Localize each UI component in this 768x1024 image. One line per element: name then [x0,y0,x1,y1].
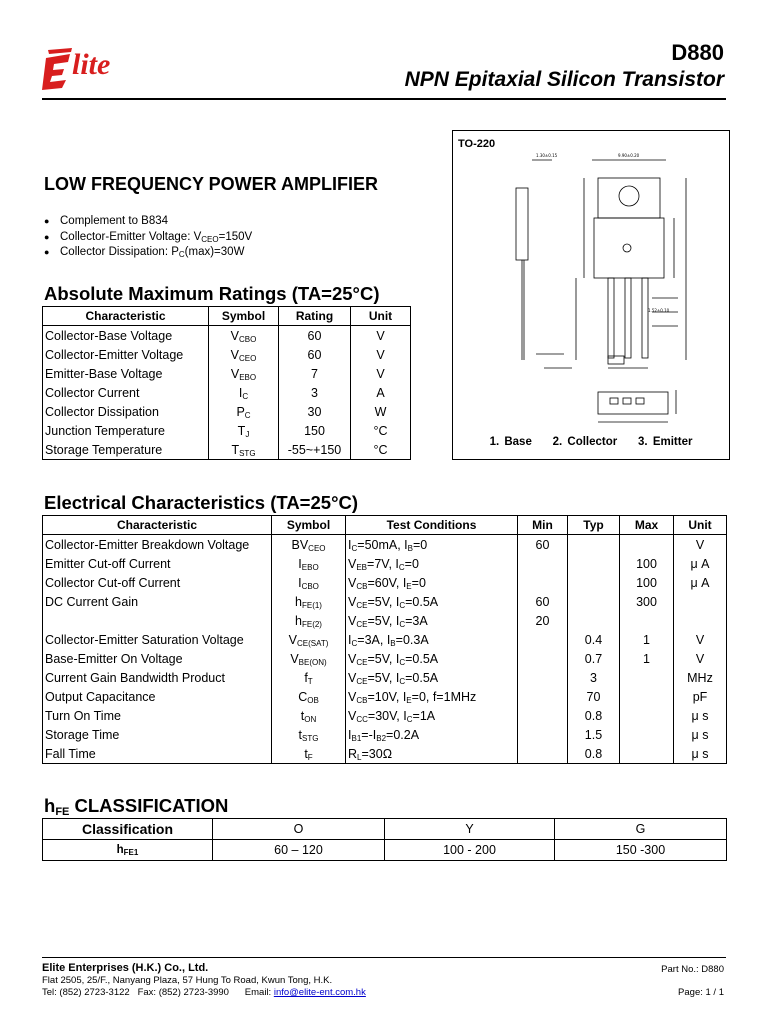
ec-row [43,535,727,555]
amr-title: Absolute Maximum Ratings (TA=25°C) [44,283,380,304]
ec-characteristic: Storage Time [45,727,120,742]
amr-unit: °C [351,421,411,440]
amr-header-cell: Unit [351,307,411,326]
company-name: Elite Enterprises (H.K.) Co., Ltd. [42,962,209,974]
hfe-classification-label: Classification [43,819,213,840]
symbol-base: V [230,328,239,343]
ec-test-conditions: $I_{B1}=-I_{B2}=0.2A$ [346,725,518,744]
ec-unit: MHz [674,668,727,687]
ec-row [43,744,727,764]
ec-min [518,630,568,649]
ec-min [518,706,568,725]
amr-unit: A [351,383,411,402]
ec-unit: V [674,649,727,668]
amr-symbol [209,326,279,346]
ec-typ: 0.8 [568,744,620,764]
hfe-gain-label: $h_{FE1}$ [116,844,139,857]
hfe-class-letter: G [555,819,727,840]
symbol-subscript: OB [307,695,319,705]
ec-characteristic: Output Capacitance [45,689,156,704]
ec-min [518,725,568,744]
ec-unit: μ s [674,744,727,764]
ec-header-cell: Min [518,516,568,535]
symbol-base: V [230,366,240,381]
ec-typ: 0.7 [568,649,620,668]
ec-min: 20 [518,611,568,630]
ec-symbol [272,573,346,592]
ec-symbol [272,535,346,555]
ec-characteristic: Collector-Emitter Saturation Voltage [45,632,244,647]
ec-characteristic: Base-Emitter On Voltage [45,651,183,666]
symbol-subscript: J [245,429,250,439]
symbol-subscript: FE(2) [301,619,322,629]
company-address: Flat 2505, 25/F., Nanyang Plaza, 57 Hung To Road, Kwun Tong, H.K. [42,975,333,986]
header-divider [42,98,726,100]
symbol-base: T [231,442,240,457]
ec-typ: 70 [568,687,620,706]
ec-unit: μ A [674,573,727,592]
ec-symbol [272,649,346,668]
ec-characteristic [43,611,272,630]
ec-typ: 0.8 [568,706,620,725]
ec-symbol [272,744,346,764]
ec-test-conditions: $V_{CB}=10V$, $I_E=0$, f=1MHz [346,687,518,706]
ec-row [43,592,727,611]
symbol-base: V [288,632,297,647]
symbol-subscript: ON [304,714,317,724]
amr-characteristic: Collector Dissipation [45,404,159,419]
amr-characteristic: Storage Temperature [45,442,163,457]
ec-unit: pF [674,687,727,706]
footer-divider [42,957,726,958]
ec-min [518,573,568,592]
ec-symbol [272,725,346,744]
package-name: TO-220 [458,138,496,150]
ec-typ [568,611,620,630]
ec-symbol [272,611,346,630]
symbol-subscript: F [307,752,313,762]
ec-test-conditions: $V_{EB}=7V$, $I_C=0$ [346,554,518,573]
ec-test-conditions: $I_C=3A$, $I_B=0.3A$ [346,630,518,649]
hfe-class-letter: Y [385,819,555,840]
ec-typ: 1.5 [568,725,620,744]
symbol-base: t [304,746,308,761]
amr-row [43,402,411,421]
ec-header-cell: Typ [568,516,620,535]
part-number-title: D880 [671,40,724,65]
symbol-subscript: FE(1) [301,600,322,610]
amr-symbol [209,421,279,440]
symbol-subscript: EBO [301,562,319,572]
ec-characteristic: Emitter Cut-off Current [45,556,171,571]
symbol-subscript: EBO [239,372,257,382]
hfe-class-letter: O [213,819,385,840]
company-contact: Tel: (852) 2723-3122 Fax: (852) 2723-3990 Email: info@elite-ent.com.hk [42,987,366,998]
symbol-base: V [230,347,239,362]
amr-rating: 60 [279,345,351,364]
ec-test-conditions: $V_{CE}=5V$, $I_C=0.5A$ [346,668,518,687]
amr-characteristic: Emitter-Base Voltage [45,366,163,381]
ec-max: 1 [620,630,674,649]
ec-unit: V [674,630,727,649]
svg-text:1.52±0.10: 1.52±0.10 [648,308,670,313]
ec-title: Electrical Characteristics (TA=25°C) [44,492,358,513]
amr-row [43,364,411,383]
amr-rating: 150 [279,421,351,440]
ec-test-conditions: $V_{CE}=5V$, $I_C=0.5A$ [346,592,518,611]
ec-row [43,668,727,687]
ec-characteristic: Current Gain Bandwidth Product [45,670,225,685]
ec-test-conditions: $V_{CE}=5V$, $I_C=3A$ [346,611,518,630]
ec-typ: 0.4 [568,630,620,649]
ec-unit: μ A [674,554,727,573]
ec-characteristic: Fall Time [45,746,96,761]
page-number: Page: 1 / 1 [678,987,724,998]
amr-unit: V [351,345,411,364]
symbol-base: h [295,594,302,609]
footer-part-number: Part No.: D880 [661,964,724,975]
ec-min: 60 [518,592,568,611]
symbol-base: I [238,385,243,400]
symbol-subscript: STG [302,733,319,743]
amr-unit: W [351,402,411,421]
symbol-base: V [290,651,299,666]
ec-test-conditions: $I_C=50mA$, $I_B=0$ [346,535,518,555]
amr-symbol [209,345,279,364]
ec-min [518,649,568,668]
email-link[interactable]: info@elite-ent.com.hk [273,987,366,998]
absolute-max-ratings-table [42,306,411,460]
part-subtitle: NPN Epitaxial Silicon Transistor [404,68,724,91]
symbol-subscript: CBO [239,334,257,344]
symbol-subscript: C [242,391,249,401]
ec-row [43,706,727,725]
ec-symbol [272,668,346,687]
symbol-subscript: STG [239,448,256,458]
hfe-classification-table [42,818,727,861]
hfe-range: 100 - 200 [385,840,555,861]
symbol-base: t [300,708,305,723]
feature-item: ● Collector Dissipation: $P_C(\max)=30W$ [44,245,252,261]
ec-max: 1 [620,649,674,668]
amr-rating: 7 [279,364,351,383]
ec-max [620,535,674,555]
hfe-range: 150 -300 [555,840,727,861]
ec-min [518,687,568,706]
amr-header-cell: Characteristic [43,307,209,326]
ec-row [43,687,727,706]
amr-rating: 3 [279,383,351,402]
ec-unit [674,592,727,611]
pin-legend: 1. Base 2. Collector 3. Emitter [489,436,693,448]
ec-max: 300 [620,592,674,611]
ec-symbol [272,554,346,573]
ec-test-conditions: $V_{CC}=30V$, $I_C=1A$ [346,706,518,725]
ec-min: 60 [518,535,568,555]
ec-typ: 3 [568,668,620,687]
ec-test-conditions: $V_{CB}=60V$, $I_E=0$ [346,573,518,592]
symbol-base: h [295,613,302,628]
symbol-base: BV [291,537,309,552]
ec-min [518,744,568,764]
ec-max [620,687,674,706]
amr-characteristic: Collector-Base Voltage [45,328,173,343]
application-title: LOW FREQUENCY POWER AMPLIFIER [44,174,379,194]
ec-max [620,668,674,687]
symbol-base: t [298,727,303,742]
to220-package-drawing [452,130,728,430]
amr-rating: 30 [279,402,351,421]
ec-row [43,611,727,630]
ec-row [43,573,727,592]
symbol-base: C [298,689,308,704]
ec-unit [674,611,727,630]
amr-header-cell: Symbol [209,307,279,326]
svg-text:9.90±0.20: 9.90±0.20 [618,153,640,158]
hfe-classification-title: $h_{FE}$ CLASSIFICATION [44,795,229,818]
ec-symbol [272,630,346,649]
amr-row [43,421,411,440]
ec-test-conditions: $R_L=30\Omega$ [346,744,518,764]
ec-max [620,725,674,744]
amr-characteristic: Junction Temperature [45,423,165,438]
amr-unit: V [351,326,411,346]
ec-typ [568,554,620,573]
amr-symbol [209,364,279,383]
amr-unit: V [351,364,411,383]
amr-symbol [209,440,279,460]
amr-characteristic: Collector-Emitter Voltage [45,347,184,362]
ec-min [518,554,568,573]
ec-characteristic: Turn On Time [45,708,121,723]
amr-unit: °C [351,440,411,460]
ec-header-cell: Max [620,516,674,535]
ec-symbol [272,706,346,725]
symbol-base: P [236,404,245,419]
ec-row [43,630,727,649]
amr-rating: -55~+150 [279,440,351,460]
ec-characteristic: Collector Cut-off Current [45,575,181,590]
ec-unit: μ s [674,725,727,744]
ec-max: 100 [620,573,674,592]
symbol-base: T [237,423,246,438]
amr-row [43,383,411,402]
amr-row [43,440,411,460]
symbol-subscript: CEO [308,543,326,553]
symbol-subscript: CE(SAT) [296,638,329,648]
symbol-subscript: CBO [301,581,319,591]
amr-symbol [209,402,279,421]
symbol-base: I [298,575,302,590]
amr-symbol [209,383,279,402]
ec-max [620,706,674,725]
ec-test-conditions: $V_{CE}=5V$, $I_C=0.5A$ [346,649,518,668]
symbol-subscript: BE(ON) [298,657,327,667]
electrical-characteristics-table [42,515,727,764]
ec-typ [568,535,620,555]
ec-row [43,554,727,573]
ec-header-cell: Test Conditions [346,516,518,535]
ec-max: 100 [620,554,674,573]
ec-max [620,744,674,764]
ec-unit: V [674,535,727,555]
symbol-subscript: CEO [239,353,257,363]
feature-item: ● Collector-Emitter Voltage: $V_{CEO}=150V$ [44,230,252,246]
ec-max [620,611,674,630]
ec-characteristic: DC Current Gain [45,594,139,609]
symbol-base: f [304,670,308,685]
ec-row [43,725,727,744]
feature-list [44,214,252,261]
ec-typ [568,573,620,592]
logo-wordmark: lite [72,48,111,81]
hfe-range: 60 – 120 [213,840,385,861]
symbol-subscript: T [307,676,313,686]
ec-unit: μ s [674,706,727,725]
ec-symbol [272,687,346,706]
ec-symbol [272,592,346,611]
ec-typ [568,592,620,611]
amr-characteristic: Collector Current [45,385,140,400]
amr-header-cell: Rating [279,307,351,326]
svg-text:1.30±0.15: 1.30±0.15 [536,153,558,158]
ec-header-cell: Characteristic [43,516,272,535]
ec-characteristic: Collector-Emitter Breakdown Voltage [45,537,250,552]
ec-min [518,668,568,687]
amr-row [43,326,411,346]
symbol-base: I [298,556,302,571]
symbol-subscript: C [244,410,251,420]
feature-item: ● Complement to B834 [44,214,252,230]
amr-row [43,345,411,364]
ec-row [43,649,727,668]
ec-header-cell: Symbol [272,516,346,535]
ec-header-cell: Unit [674,516,727,535]
amr-rating: 60 [279,326,351,346]
